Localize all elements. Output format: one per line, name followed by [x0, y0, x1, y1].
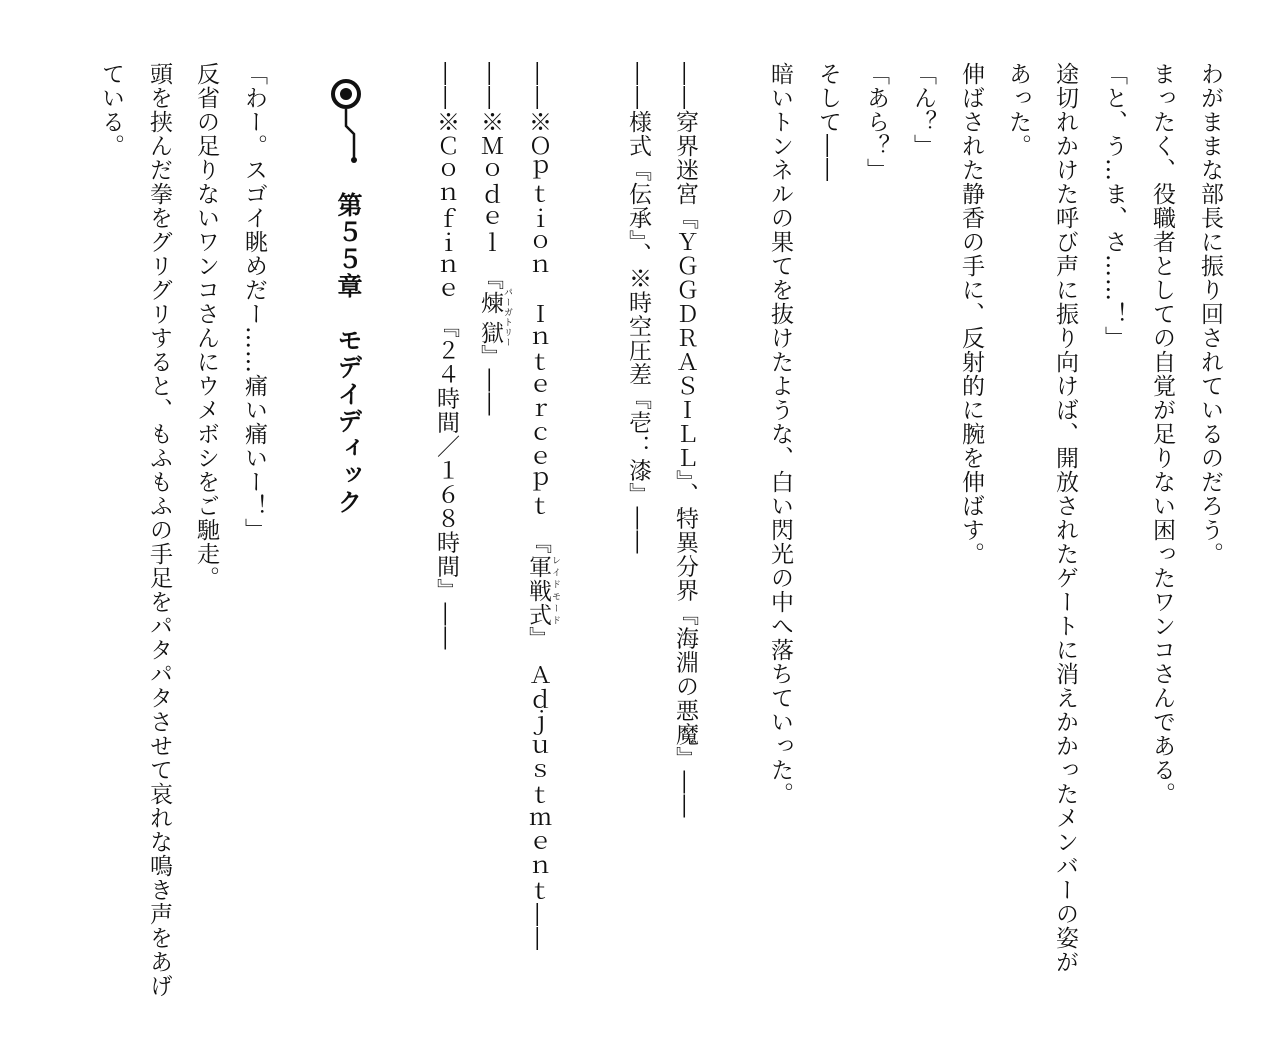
closing-column-1: 「わー。スゴイ眺めだー……痛い痛いー！」 [241, 62, 267, 542]
text-column-10: 暗いトンネルの果てを抜けたような、白い閃光の中へ落ちていった。 [767, 62, 793, 806]
chapter-emblem-icon [326, 78, 370, 168]
system-line-3-suffix: 』 Ａｄｊｕｓｔｍｅｎｔ―― [525, 626, 551, 951]
text-column-1: わがままな部長に振り回されているのだろう。 [1197, 62, 1223, 566]
text-column-4: 途切れかけた呼び声に振り向けば、開放されたゲートに消えかかったメンバーの姿が [1052, 62, 1078, 974]
system-line-2: ――様式『伝承』、※時空圧差『壱：漆』―― [625, 62, 651, 555]
system-line-4-ruby-base: 煉獄 [477, 287, 503, 348]
text-column-3: 「と、う…ま、さ……！」 [1101, 62, 1127, 350]
system-line-5: ――※Ｃｏｎｆｉｎｅ 『２４時間／１６８時間』―― [433, 62, 459, 651]
closing-column-4: ている。 [98, 62, 124, 158]
system-line-4-prefix: ――※Ｍｏｄｅｌ 『 [477, 62, 503, 291]
system-line-4-suffix: 』―― [477, 344, 503, 417]
text-column-5: あった。 [1005, 62, 1031, 158]
chapter-title: 第５５章 モデイディック [334, 192, 363, 516]
system-line-4-ruby-text: パーガトリー [502, 287, 512, 348]
system-line-3-ruby-text: レイドモード [550, 554, 560, 627]
system-line-3-ruby [525, 554, 560, 627]
system-line-4 [476, 62, 512, 1052]
text-column-7: 「ん？」 [910, 62, 936, 158]
text-column-9: そして―― [815, 62, 841, 182]
system-line-1: ――穿界迷宮『ＹＧＧＤＲＡＳＩＬＬ』、特異分界『海淵の悪魔』―― [672, 62, 698, 819]
text-column-2: まったく、役職者としての自覚が足りない困ったワンコさんである。 [1149, 62, 1175, 806]
text-column-8: 「あら？」 [863, 62, 889, 182]
system-line-3-prefix: ――※Ｏｐｔｉｏｎ Ｉｎｔｅｒｃｅｐｔ 『 [525, 62, 551, 555]
closing-column-3: 頭を挟んだ拳をグリグリすると、もふもふの手足をパタパタさせて哀れな鳴き声をあげ [146, 62, 172, 998]
text-column-6: 伸ばされた静香の手に、反射的に腕を伸ばす。 [958, 62, 984, 566]
system-line-3 [524, 62, 560, 1052]
closing-column-2: 反省の足りないワンコさんにウメボシをご馳走。 [193, 62, 219, 590]
system-line-4-ruby [477, 287, 512, 348]
system-line-3-ruby-base: 軍戦式 [525, 554, 551, 627]
